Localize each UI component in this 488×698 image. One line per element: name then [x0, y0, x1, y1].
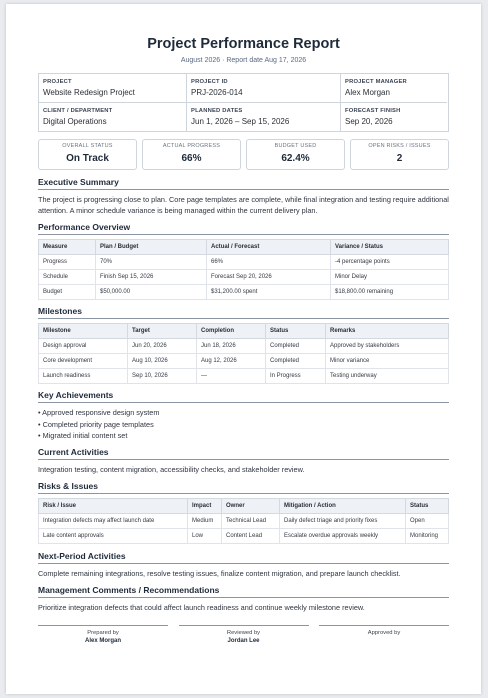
info-value: Sep 20, 2026 [345, 117, 393, 126]
kpi-value: 62.4% [281, 153, 310, 164]
table-cell: Core development [39, 354, 128, 369]
table-cell: Budget [39, 285, 96, 300]
report-title: Project Performance Report [147, 36, 340, 52]
table-header-row [39, 498, 449, 513]
kpi-actual-progress [142, 139, 241, 170]
table-cell: Approved by stakeholders [326, 339, 449, 354]
executive-summary-section [38, 177, 449, 216]
table-row [39, 528, 449, 543]
section-title: Management Comments / Recommendations [38, 585, 449, 598]
management-comments-section [38, 585, 449, 613]
milestones-table [38, 323, 449, 384]
kpi-label: ACTUAL PROGRESS [162, 143, 221, 149]
report-subtitle: August 2026 · Report date Aug 17, 2026 [180, 57, 307, 64]
info-project-manager [341, 74, 447, 103]
info-label: PROJECT ID [191, 79, 228, 85]
table-cell: Medium [188, 513, 222, 528]
current-activities-section [38, 447, 449, 475]
info-project [39, 74, 187, 103]
table-row [39, 285, 449, 300]
risks-table [38, 498, 449, 544]
info-client [39, 103, 187, 131]
info-project-id [187, 74, 341, 103]
signature-role: Prepared by [87, 629, 119, 636]
table-header-row [39, 324, 449, 339]
signature-name: Jordan Lee [227, 637, 260, 644]
table-cell: 70% [96, 255, 207, 270]
column-header: Milestone [39, 324, 128, 339]
report-page [6, 4, 481, 694]
table-row [39, 255, 449, 270]
table-cell: Finish Sep 15, 2026 [96, 270, 207, 285]
key-achievements-section [38, 390, 449, 442]
signature-approved-by [319, 625, 449, 645]
table-cell: Late content approvals [39, 528, 188, 543]
column-header: Status [266, 324, 326, 339]
table-cell: Minor Delay [331, 270, 449, 285]
signature-prepared-by [38, 625, 168, 645]
kpi-cards [38, 139, 449, 170]
list-item: • Migrated initial content set [38, 431, 128, 440]
column-header: Mitigation / Action [280, 498, 406, 513]
column-header: Variance / Status [331, 240, 449, 255]
project-info-grid [38, 73, 449, 132]
next-period-section [38, 551, 449, 579]
section-title: Performance Overview [38, 222, 449, 235]
table-cell: Daily defect triage and priority fixes [280, 513, 406, 528]
table-cell: 66% [207, 255, 331, 270]
table-cell: Technical Lead [222, 513, 280, 528]
info-planned-dates [187, 103, 341, 131]
performance-overview-section [38, 222, 449, 300]
table-cell: Open [406, 513, 449, 528]
section-title: Current Activities [38, 447, 449, 460]
kpi-overall-status [38, 139, 137, 170]
signature-role: Approved by [367, 629, 401, 636]
achievements-list [38, 407, 449, 442]
column-header: Completion [197, 324, 266, 339]
table-cell: Completed [266, 354, 326, 369]
info-value: PRJ-2026-014 [191, 88, 243, 97]
info-label: CLIENT / DEPARTMENT [43, 108, 113, 114]
section-title: Key Achievements [38, 390, 449, 403]
info-value: Digital Operations [43, 117, 107, 126]
table-cell: Jun 18, 2026 [197, 339, 266, 354]
kpi-value: On Track [66, 153, 109, 164]
table-cell: -4 percentage points [331, 255, 449, 270]
table-cell: Jun 20, 2026 [128, 339, 197, 354]
table-cell: Aug 12, 2026 [197, 354, 266, 369]
column-header: Owner [222, 498, 280, 513]
info-label: PROJECT [43, 79, 72, 85]
management-comments-text: Prioritize integration defects that could affect launch readiness and continue weekly milestone review. [38, 602, 365, 612]
column-header: Risk / Issue [39, 498, 188, 513]
table-cell: — [197, 369, 266, 384]
signature-role: Reviewed by [226, 629, 261, 636]
milestones-section [38, 306, 449, 384]
kpi-label: BUDGET USED [274, 143, 317, 149]
risks-issues-section [38, 481, 449, 544]
table-cell: Schedule [39, 270, 96, 285]
table-cell: Content Lead [222, 528, 280, 543]
table-row [39, 513, 449, 528]
current-activities-text: Integration testing, content migration, accessibility checks, and stakeholder review. [38, 464, 305, 474]
table-row [39, 339, 449, 354]
table-row [39, 354, 449, 369]
table-cell: Forecast Sep 20, 2026 [207, 270, 331, 285]
table-cell: Completed [266, 339, 326, 354]
section-title: Risks & Issues [38, 481, 449, 494]
table-cell: In Progress [266, 369, 326, 384]
table-cell: $18,800.00 remaining [331, 285, 449, 300]
table-cell: Escalate overdue approvals weekly [280, 528, 406, 543]
column-header: Plan / Budget [96, 240, 207, 255]
signature-reviewed-by [179, 625, 309, 645]
column-header: Impact [188, 498, 222, 513]
info-label: PLANNED DATES [191, 108, 243, 114]
table-cell: Testing underway [326, 369, 449, 384]
table-cell: Low [188, 528, 222, 543]
column-header: Actual / Forecast [207, 240, 331, 255]
table-cell: Design approval [39, 339, 128, 354]
section-title: Next-Period Activities [38, 551, 449, 564]
column-header: Status [406, 498, 449, 513]
info-value: Jun 1, 2026 – Sep 15, 2026 [191, 117, 290, 126]
info-value: Alex Morgan [345, 88, 390, 97]
table-cell: Monitoring [406, 528, 449, 543]
table-cell: Aug 10, 2026 [128, 354, 197, 369]
section-title: Executive Summary [38, 177, 449, 190]
table-cell: Integration defects may affect launch date [39, 513, 188, 528]
table-header-row [39, 240, 449, 255]
signature-name: Alex Morgan [84, 637, 121, 644]
table-cell: Minor variance [326, 354, 449, 369]
table-cell: Sep 10, 2026 [128, 369, 197, 384]
kpi-value: 2 [396, 153, 403, 164]
table-cell: $50,000.00 [96, 285, 207, 300]
section-title: Milestones [38, 306, 449, 319]
column-header: Measure [39, 240, 96, 255]
table-cell: Launch readiness [39, 369, 128, 384]
kpi-value: 66% [181, 153, 202, 164]
executive-summary-text: The project is progressing close to plan. Core page templates are complete, while final integration and testing require additional attention. A minor schedule variance is being managed within the current delivery plan. [38, 195, 449, 215]
list-item: • Completed priority page templates [38, 419, 154, 429]
info-forecast-finish [341, 103, 447, 131]
performance-table [38, 239, 449, 300]
kpi-label: OPEN RISKS / ISSUES [368, 143, 431, 149]
table-cell: $31,200.00 spent [207, 285, 331, 300]
column-header: Target [128, 324, 197, 339]
kpi-open-risks [350, 139, 449, 170]
signature-block [38, 625, 449, 645]
info-value: Website Redesign Project [43, 88, 135, 97]
column-header: Remarks [326, 324, 449, 339]
next-period-text: Complete remaining integrations, resolve testing issues, finalize content migration, and prepare launch checklist. [38, 568, 401, 578]
table-row [39, 369, 449, 384]
info-label: PROJECT MANAGER [345, 79, 407, 85]
kpi-label: OVERALL STATUS [62, 143, 113, 149]
list-item: • Approved responsive design system [38, 408, 160, 417]
info-label: FORECAST FINISH [345, 108, 401, 114]
kpi-budget-used [246, 139, 345, 170]
table-cell: Progress [39, 255, 96, 270]
table-row [39, 270, 449, 285]
